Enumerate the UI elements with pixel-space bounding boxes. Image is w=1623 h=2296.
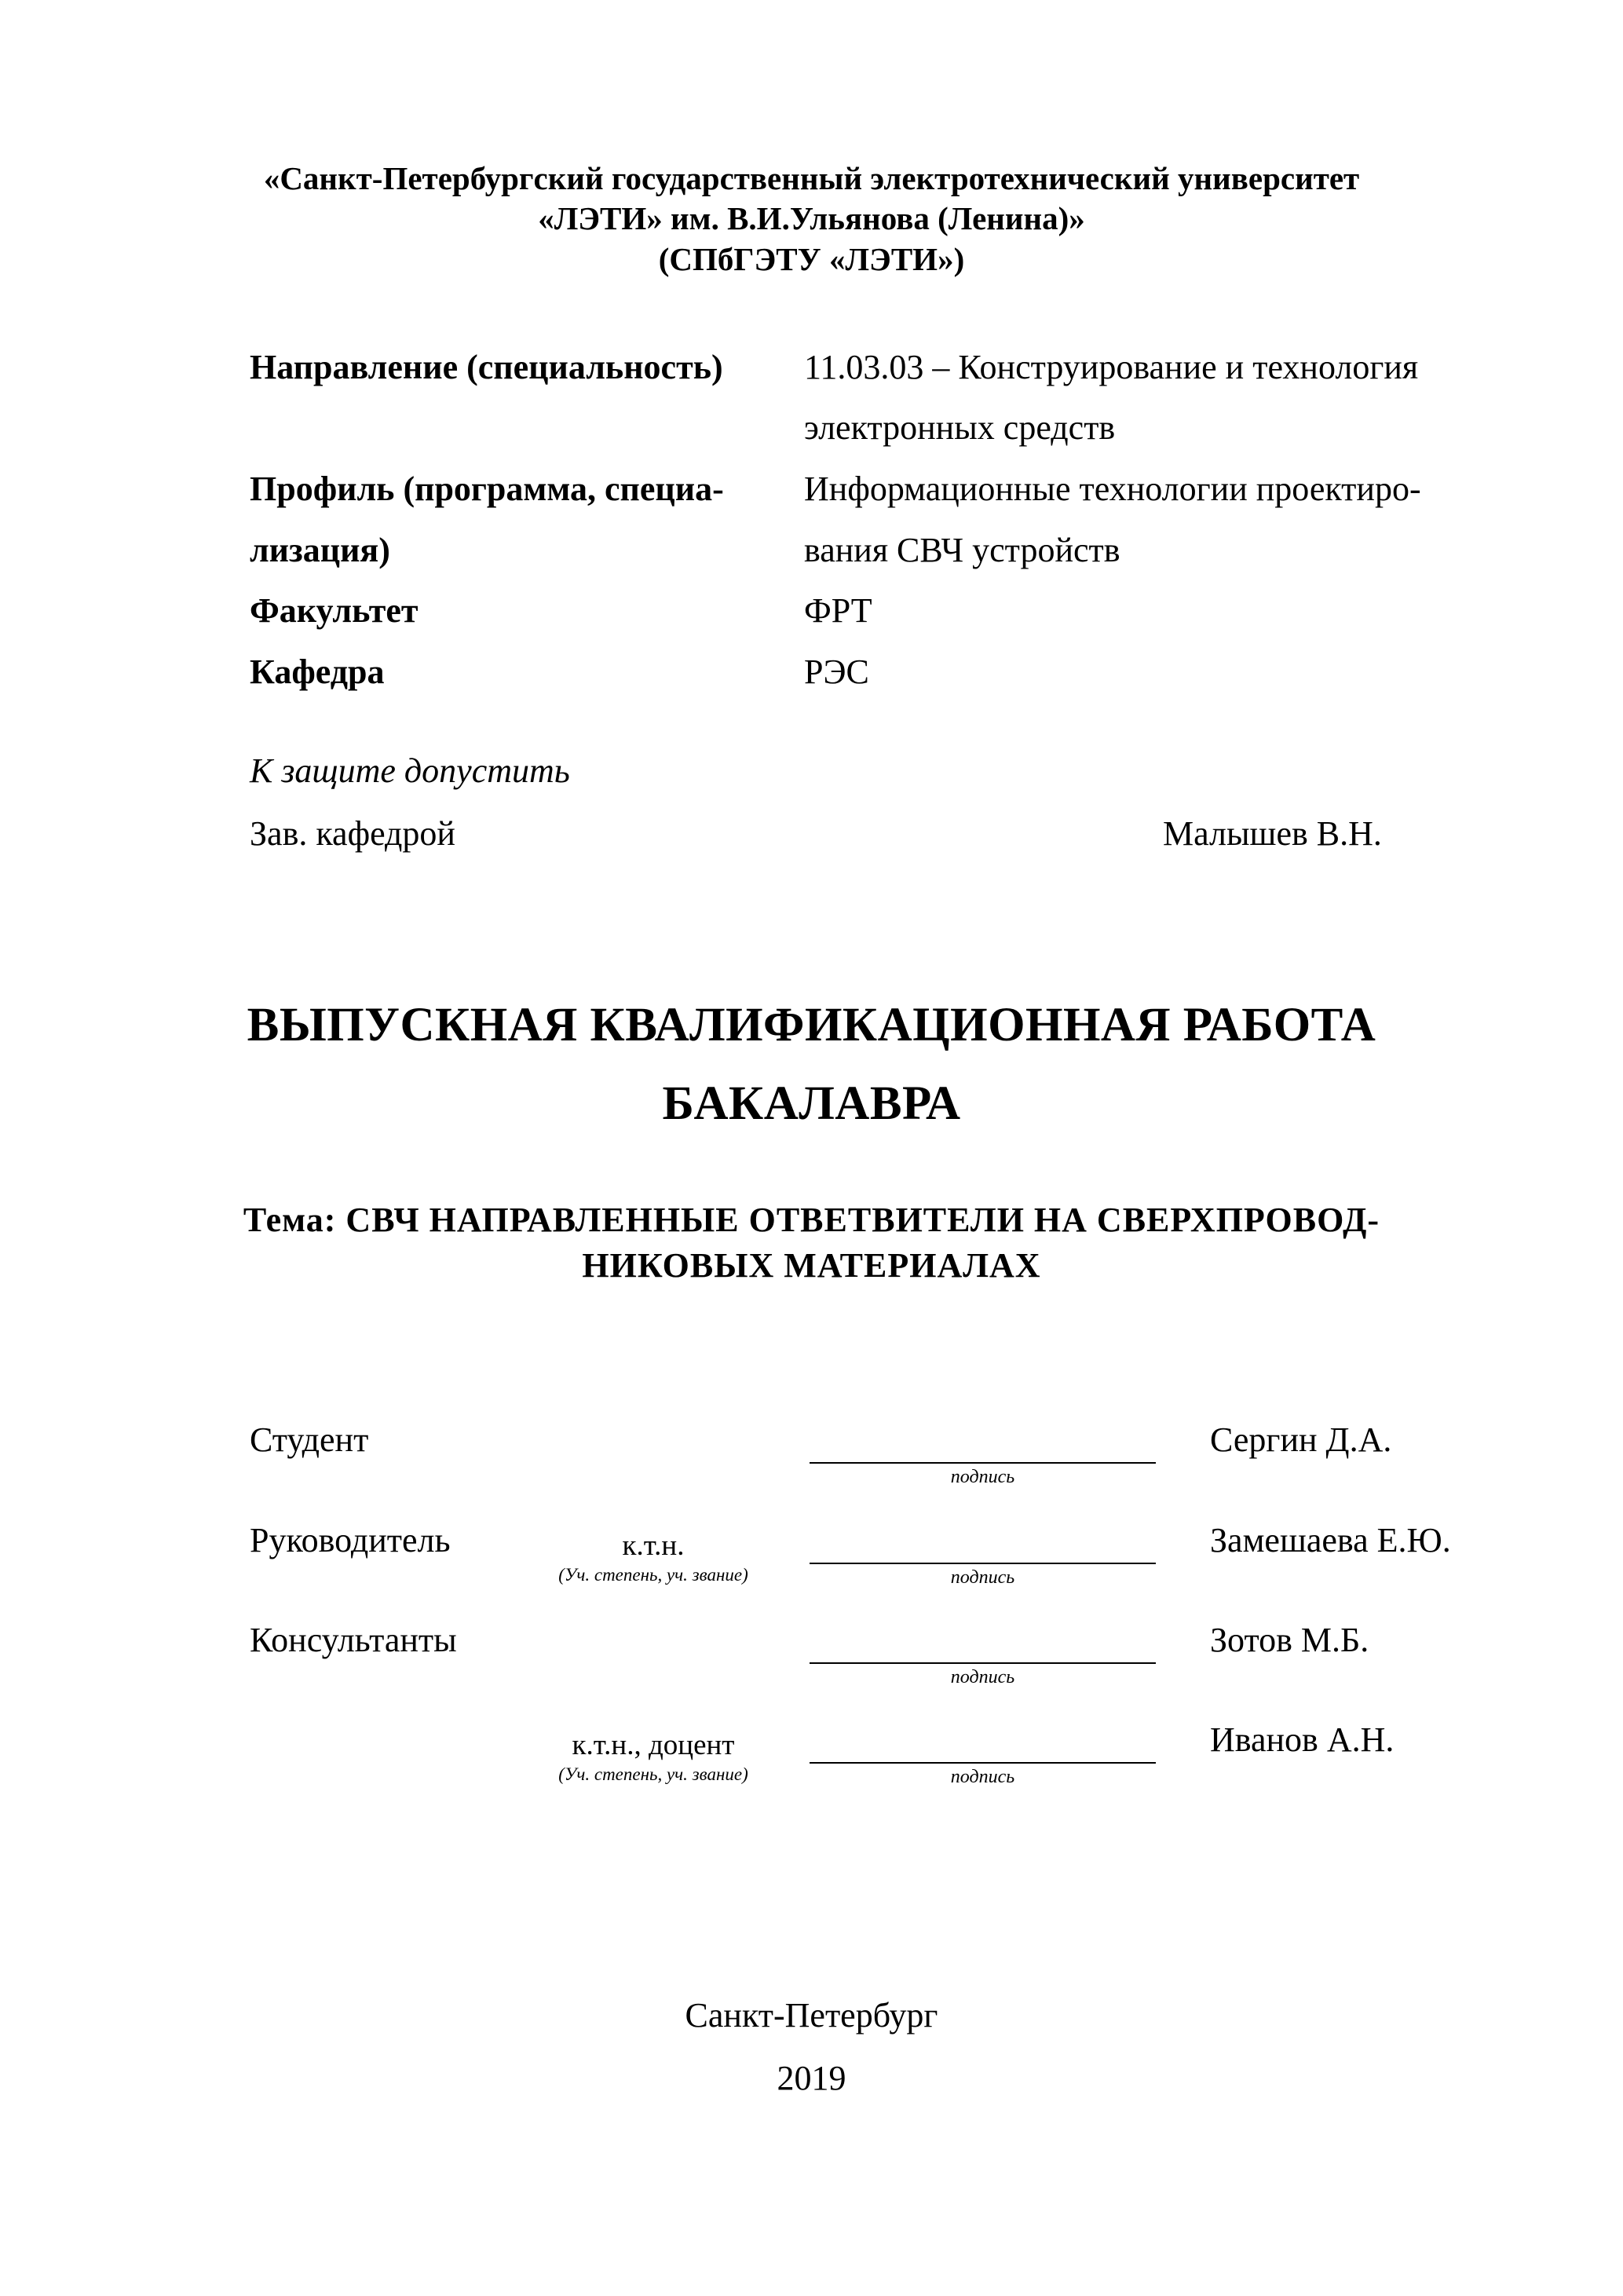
direction-value-line2: электронных средств: [804, 408, 1116, 447]
profile-value-line2: вания СВЧ устройств: [804, 531, 1120, 569]
consultant1-signature-line: [810, 1662, 1156, 1664]
topic-line2: НИКОВЫХ МАТЕРИАЛАХ: [582, 1246, 1041, 1285]
direction-value-line1: 11.03.03 – Конструирование и технология: [804, 348, 1419, 386]
supervisor-degree: к.т.н.: [622, 1530, 685, 1562]
university-abbreviation: (СПбГЭТУ «ЛЭТИ»): [658, 241, 965, 277]
department-value: РЭС: [804, 653, 869, 691]
supervisor-signature-caption: подпись: [950, 1567, 1015, 1588]
consultant2-name: Иванов А.Н.: [1210, 1720, 1395, 1759]
faculty-label: Факультет: [250, 591, 419, 630]
student-signature-caption: подпись: [950, 1467, 1015, 1487]
supervisor-signature-line: [810, 1563, 1156, 1564]
department-label: Кафедра: [250, 653, 385, 691]
student-role: Студент: [250, 1420, 369, 1459]
university-name-line2: «ЛЭТИ» им. В.И.Ульянова (Ленина)»: [538, 200, 1085, 236]
consultant2-signature-line: [810, 1762, 1156, 1764]
consultant2-degree: к.т.н., доцент: [572, 1729, 735, 1761]
topic-line1: Тема: СВЧ НАПРАВЛЕННЫЕ ОТВЕТВИТЕЛИ НА СВЕРХПРОВОД-: [243, 1201, 1380, 1239]
supervisor-name: Замешаева Е.Ю.: [1210, 1521, 1451, 1559]
city: Санкт-Петербург: [685, 1996, 938, 2035]
year: 2019: [777, 2059, 846, 2097]
profile-label-line2: лизация): [250, 531, 390, 569]
consultant1-name: Зотов М.Б.: [1210, 1621, 1369, 1659]
consultant1-signature-caption: подпись: [950, 1667, 1015, 1687]
profile-label-line1: Профиль (программа, специа-: [250, 470, 724, 508]
supervisor-degree-caption: (Уч. степень, уч. звание): [558, 1565, 748, 1585]
head-of-department-label: Зав. кафедрой: [250, 814, 455, 853]
head-of-department-name: Малышев В.Н.: [1163, 814, 1382, 853]
admit-to-defense: К защите допустить: [250, 751, 570, 790]
consultants-role: Консультанты: [250, 1621, 457, 1659]
document-title-line2: БАКАЛАВРА: [662, 1077, 961, 1130]
student-name: Сергин Д.А.: [1210, 1420, 1392, 1459]
consultant2-degree-caption: (Уч. степень, уч. звание): [558, 1764, 748, 1784]
faculty-value: ФРТ: [804, 591, 872, 630]
supervisor-role: Руководитель: [250, 1521, 451, 1559]
document-title-line1: ВЫПУСКНАЯ КВАЛИФИКАЦИОННАЯ РАБОТА: [247, 999, 1376, 1051]
university-name-line1: «Санкт-Петербургский государственный электротехнический университет: [263, 160, 1360, 196]
direction-label: Направление (специальность): [250, 348, 723, 386]
profile-value-line1: Информационные технологии проектиро-: [804, 470, 1421, 508]
consultant2-signature-caption: подпись: [950, 1767, 1015, 1787]
student-signature-line: [810, 1462, 1156, 1464]
